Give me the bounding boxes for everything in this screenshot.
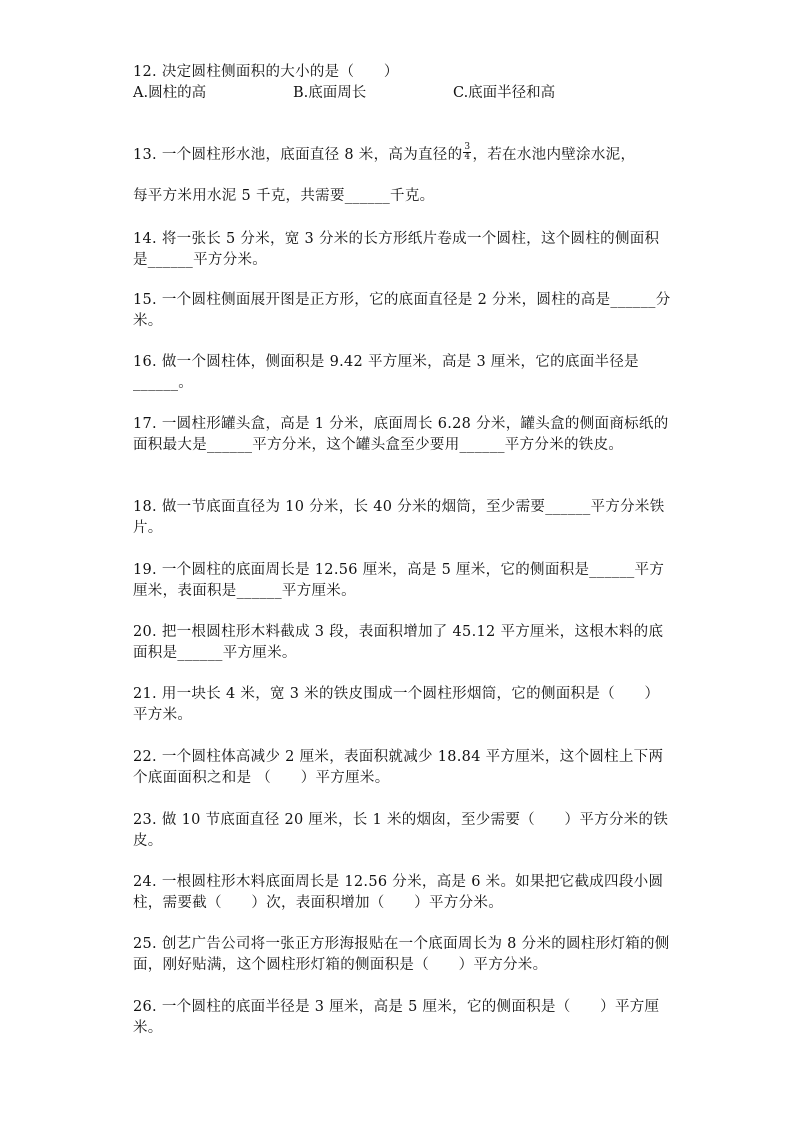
question-19: 19. 一个圆柱的底面周长是 12.56 厘米，高是 5 厘米，它的侧面积是______平方厘米，表面积是______平方厘米。 <box>133 562 665 599</box>
option-a: A.圆柱的高 <box>133 85 207 101</box>
fraction-numerator: 3 <box>464 141 471 152</box>
question-23: 23. 做 10 节底面直径 20 厘米，长 1 米的烟囱，至少需要（ ）平方分米的铁皮。 <box>133 812 669 849</box>
question-16: 16. 做一个圆柱体，侧面积是 9.42 平方厘米，高是 3 厘米，它的底面半径是______。 <box>133 354 639 391</box>
question-12: 12. 决定圆柱侧面积的大小的是（ ） <box>133 64 399 80</box>
question-24: 24. 一根圆柱形木料底面周长是 12.56 分米，高是 6 米。如果把它截成四段小圆柱，需要截（ ）次，表面积增加（ ）平方分米。 <box>133 874 664 911</box>
question-15: 15. 一个圆柱侧面展开图是正方形，它的底面直径是 2 分米，圆柱的高是______分米。 <box>133 292 671 329</box>
question-13-text-2: ，若在水池内壁涂水泥， <box>472 147 636 163</box>
question-22: 22. 一个圆柱体高减少 2 厘米，表面积就减少 18.84 平方厘米，这个圆柱上下两个底面面积之和是 （ ）平方厘米。 <box>133 749 664 786</box>
option-b: B.底面周长 <box>293 85 367 101</box>
question-18: 18. 做一节底面直径为 10 分米，长 40 分米的烟筒，至少需要______平方分米铁片。 <box>133 499 665 536</box>
question-25: 25. 创艺广告公司将一张正方形海报贴在一个底面周长为 8 分米的圆柱形灯箱的侧面，刚好贴满，这个圆柱形灯箱的侧面积是（ ）平方分米。 <box>133 936 670 973</box>
question-13-text-1: 13. 一个圆柱形水池，底面直径 8 米，高为直径的 <box>133 147 463 163</box>
fraction-three-quarters <box>463 143 471 162</box>
question-13 <box>133 141 693 166</box>
fraction-denominator: 4 <box>464 151 471 162</box>
question-14: 14. 将一张长 5 分米，宽 3 分米的长方形纸片卷成一个圆柱，这个圆柱的侧面积是______平方分米。 <box>133 231 660 268</box>
question-26: 26. 一个圆柱的底面半径是 3 厘米，高是 5 厘米，它的侧面积是（ ）平方厘米。 <box>133 999 660 1036</box>
question-17: 17. 一圆柱形罐头盒，高是 1 分米，底面周长 6.28 分米，罐头盒的侧面商标纸的面积最大是______平方分米，这个罐头盒至少要用______平方分米的铁皮。 <box>133 416 669 453</box>
question-13-line-2: 每平方米用水泥 5 千克，共需要______千克。 <box>133 188 435 204</box>
question-21: 21. 用一块长 4 米，宽 3 米的铁皮围成一个圆柱形烟筒，它的侧面积是（ ）平方米。 <box>133 686 660 723</box>
question-20: 20. 把一根圆柱形木料截成 3 段，表面积增加了 45.12 平方厘米，这根木料的底面积是______平方厘米。 <box>133 624 664 661</box>
option-c: C.底面半径和高 <box>453 85 556 101</box>
